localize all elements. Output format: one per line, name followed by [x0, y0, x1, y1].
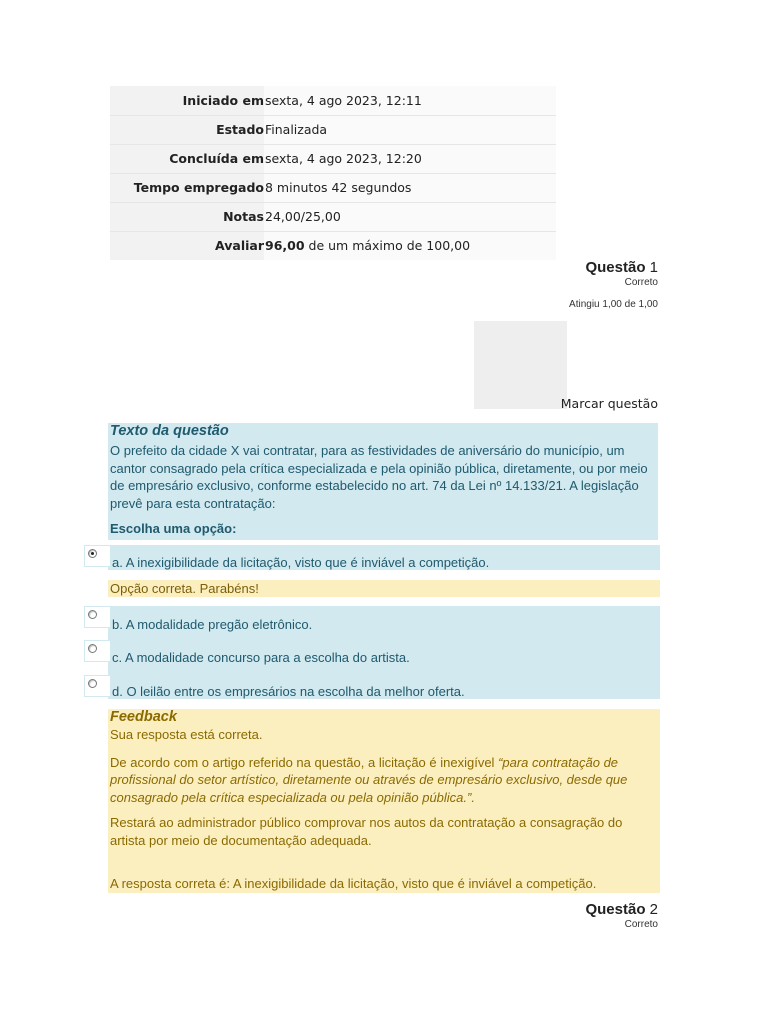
summary-label: Notas: [110, 202, 264, 231]
radio-wrap-a: [84, 545, 111, 567]
radio-button-c[interactable]: [88, 644, 97, 653]
feedback-explanation: [110, 754, 656, 807]
question-text: O prefeito da cidade X vai contratar, para as festividades de aniversário do município, um cantor consagrado pela crítica especializada e pela opinião pública, diretamente, ou por meio de empresário exclusivo, conforme estabelecido no art. 74 da Lei nº 14.133/21. A legislação prevê para esta contratação:: [110, 443, 648, 511]
summary-row-marks: [110, 202, 556, 231]
summary-label: Avaliar: [110, 231, 264, 260]
question-number: 2: [649, 901, 658, 918]
radio-button-a[interactable]: [88, 549, 97, 558]
radio-button-b[interactable]: [88, 610, 97, 619]
option-a-label[interactable]: a. A inexigibilidade da licitação, visto que é inviável a competição.: [112, 555, 490, 570]
summary-value: Finalizada: [264, 115, 556, 144]
question-1-title: [585, 259, 658, 276]
summary-label: Iniciado em: [110, 86, 264, 115]
summary-value: sexta, 4 ago 2023, 12:11: [264, 86, 556, 115]
summary-label: Tempo empregado: [110, 173, 264, 202]
specific-feedback: Opção correta. Parabéns!: [108, 580, 660, 597]
grade-max: de um máximo de 100,00: [304, 238, 471, 254]
feedback-heading: Feedback: [110, 709, 177, 725]
summary-row-state: [110, 115, 556, 144]
flag-question-link[interactable]: Marcar questão: [560, 396, 658, 411]
general-feedback-block: [108, 709, 660, 893]
summary-label: Estado: [110, 115, 264, 144]
feedback-law-quote: “para contratação de profissional do setor artístico, diretamente ou através de empresário exclusivo, desde que consagrado pela crítica especializada ou pela opinião pública.”.: [110, 754, 628, 805]
feedback-explanation-text: De acordo com o artigo referido na questão, a licitação é inexigível: [110, 754, 499, 770]
question-word: Questão: [585, 259, 646, 276]
question-number: 1: [649, 259, 658, 276]
summary-row-grade: [110, 231, 556, 260]
radio-wrap-b: [84, 606, 111, 628]
question-text-block: [108, 423, 658, 540]
feedback-note: Restará ao administrador público comprovar nos autos da contratação a consagração do artista por meio de documentação adequada.: [110, 815, 623, 848]
summary-row-completed: [110, 144, 556, 173]
option-c-label[interactable]: c. A modalidade concurso para a escolha do artista.: [112, 650, 410, 665]
summary-value: 8 minutos 42 segundos: [264, 173, 556, 202]
summary-row-started: [110, 86, 556, 115]
answer-prompt: Escolha uma opção:: [110, 521, 237, 536]
summary-label: Concluída em: [110, 144, 264, 173]
question-state: Correto: [624, 277, 658, 288]
flag-icon[interactable]: [474, 321, 567, 409]
radio-button-d[interactable]: [88, 679, 97, 688]
radio-wrap-d: [84, 675, 111, 697]
summary-row-time-taken: [110, 173, 556, 202]
question-text-heading: Texto da questão: [110, 423, 229, 439]
option-d-label[interactable]: d. O leilão entre os empresários na escolha da melhor oferta.: [112, 684, 465, 699]
summary-value: 24,00/25,00: [264, 202, 556, 231]
attempt-summary-table: [110, 86, 556, 260]
grade-value: 96,00: [265, 238, 305, 254]
question-word: Questão: [585, 901, 646, 918]
feedback-correct-answer: A resposta correta é: A inexigibilidade da licitação, visto que é inviável a competição.: [110, 876, 597, 891]
summary-value: [264, 231, 556, 260]
summary-value: sexta, 4 ago 2023, 12:20: [264, 144, 556, 173]
option-b-label[interactable]: b. A modalidade pregão eletrônico.: [112, 617, 313, 632]
radio-wrap-c: [84, 640, 111, 662]
question-grade: Atingiu 1,00 de 1,00: [569, 299, 658, 310]
question-2-title: [585, 901, 658, 918]
feedback-result: Sua resposta está correta.: [110, 727, 263, 742]
question-state: Correto: [624, 919, 658, 930]
